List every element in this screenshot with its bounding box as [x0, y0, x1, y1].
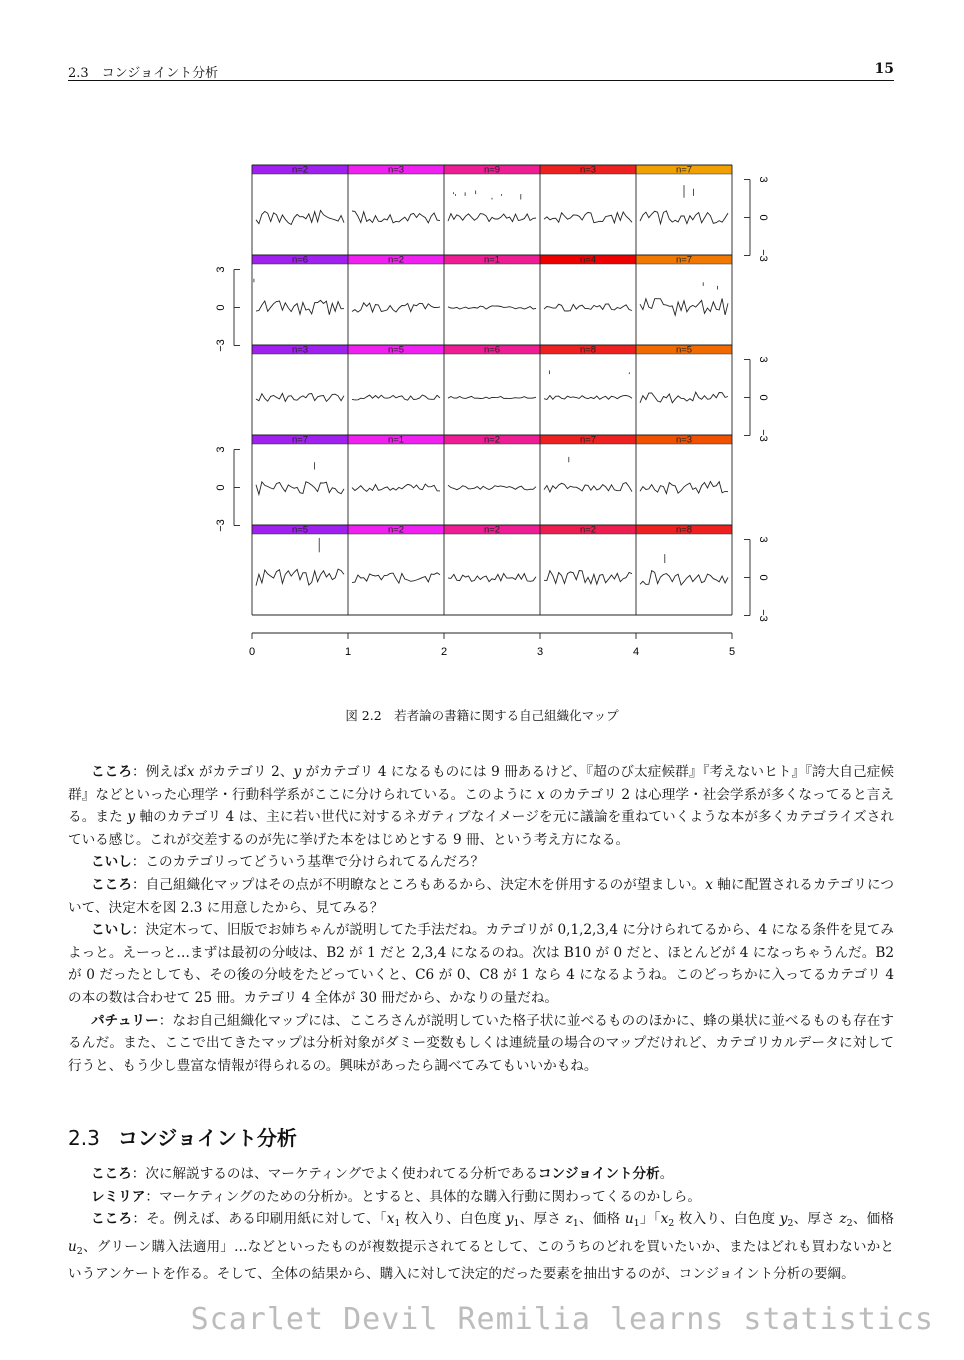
cell-count-label: n=2	[483, 434, 501, 446]
dialogue-text: ：次に解説するのは、マーケティングでよく使われてる分析である	[131, 1166, 538, 1182]
y-tick-label: −3	[215, 339, 227, 352]
cell-count-label: n=2	[387, 524, 405, 536]
dialogue-text: ：そ。例えば、ある印刷用紙に対して、「	[132, 1211, 387, 1228]
section-heading	[68, 1122, 297, 1151]
math-variable: y	[127, 809, 135, 826]
dialogue-text: 。	[659, 1166, 674, 1182]
dialogue-text: ：決定木って、旧版でお姉ちゃんが説明してた手法だね。カテゴリが 0,1,2,3,4 に分けられてるから、4 になる条件を見てみよっと。えーっと…まずは最初の分岐は、B2 が 1 だと 2,3,4 になるのね。次は B10 が 0 だと、ほとんどが 4 になっちゃうんだ。B2 が 0 だったとしても、その後の分岐をたどっていくと、C6 が 0、C8 が 1 なら 4 になるようね。このどっちかに入ってるカテゴリ 4 の本の数は合わせて 25 冊。カテゴリ 4 全体が 30 冊だから、かなりの量だね。	[68, 922, 895, 1006]
dialogue-paragraph	[68, 1186, 894, 1209]
cell-count-label: n=9	[483, 164, 501, 176]
cell-count-label: n=1	[483, 254, 501, 266]
dialogue-text: ：マーケティングのための分析か。とすると、具体的な購入行動に関わってくるのかしら。	[145, 1188, 701, 1205]
x-tick-label: 5	[728, 646, 736, 655]
y-tick-label: 0	[757, 214, 769, 221]
cell-count-label: n=8	[675, 524, 693, 536]
math-subscript: 1	[513, 1218, 520, 1230]
cell-count-label: n=5	[387, 344, 405, 356]
speaker-name: レミリア	[91, 1188, 146, 1205]
math-variable: u	[68, 1238, 77, 1255]
math-variable: x	[660, 1211, 669, 1228]
speaker-name: パチュリー	[91, 1012, 159, 1029]
section-number: 2.3	[68, 1126, 100, 1150]
cell-count-label: n=2	[579, 524, 597, 536]
cell-profile-line	[544, 396, 632, 400]
header-section: 2.3 コンジョイント分析	[68, 66, 219, 81]
dialogue-paragraph	[68, 919, 894, 1009]
y-tick-label: 0	[757, 574, 769, 581]
cell-profile-line	[256, 393, 344, 401]
cell-profile-line	[544, 212, 632, 223]
cell-count-label: n=7	[291, 434, 309, 446]
cell-profile-line	[640, 571, 728, 585]
dialogue-text: 、価格	[852, 1211, 895, 1228]
dialogue-paragraph	[68, 1208, 894, 1286]
dialogue-text: 」「	[639, 1211, 661, 1228]
dialogue-text: 、グリーン購入法適用」…などといったものが複数提示されてるとして、このうちのどれを買いたいか、またはどれも買わないかというアンケートを作る。そして、全体の結果から、購入に対して決定的だった要素を抽出するのが、コンジョイント分析の要綱。	[68, 1238, 894, 1283]
cell-profile-line	[256, 482, 344, 495]
y-tick-label: 3	[757, 176, 769, 183]
dialogue-text: 、厚さ	[519, 1211, 566, 1228]
math-subscript: 1	[572, 1218, 579, 1230]
dialogue-paragraph	[68, 1163, 894, 1186]
figure-caption: 図 2.2 若者論の書籍に関する自己組織化マップ	[345, 708, 619, 723]
y-tick-label: −3	[757, 609, 769, 622]
dialogue-text: 軸のカテゴリ 4 は、主に若い世代に対するネガティブなイメージを元に議論を重ねていくような本が多くカテゴライズされている感じ。これが交差するのが先に挙げた本をはじめとする 9 冊、という考え方になる。	[68, 809, 895, 848]
dialogue-text: のカテゴリ 2 は心理学・社会学系が多くなってると言える。また	[68, 786, 894, 826]
cell-profile-line	[352, 573, 440, 583]
math-variable: x	[186, 764, 195, 780]
dialogue-block-2	[68, 1163, 894, 1286]
cell-profile-line	[640, 482, 728, 494]
cell-count-label: n=7	[675, 254, 693, 266]
cell-profile-line	[352, 395, 440, 400]
math-variable: y	[779, 1211, 788, 1228]
x-tick-label: 3	[536, 646, 544, 655]
som-figure	[200, 155, 800, 655]
cell-count-label: n=1	[387, 434, 405, 446]
y-tick-label: 0	[757, 394, 769, 401]
dialogue-text: がカテゴリ 2、	[194, 764, 294, 780]
x-tick-label: 1	[344, 646, 352, 655]
dialogue-paragraph	[68, 1010, 894, 1078]
cell-profile-line	[352, 303, 440, 312]
cell-count-label: n=8	[579, 344, 597, 356]
cell-profile-line	[256, 210, 344, 224]
math-variable: x	[705, 876, 713, 893]
y-tick-label: 3	[215, 266, 227, 273]
dialogue-paragraph	[68, 851, 894, 874]
speaker-name: こころ	[91, 876, 132, 893]
cell-count-label: n=7	[579, 434, 597, 446]
math-variable: y	[505, 1211, 514, 1228]
page-number: 15	[874, 61, 894, 77]
cell-count-label: n=2	[291, 164, 309, 176]
cell-profile-line	[544, 571, 632, 585]
cell-count-label: n=2	[483, 524, 501, 536]
math-subscript: 2	[846, 1218, 853, 1230]
dialogue-text: 、価格	[578, 1211, 625, 1228]
speaker-name: こころ	[91, 764, 133, 780]
y-tick-label: −3	[757, 429, 769, 442]
dialogue-text: ：自己組織化マップはその点が不明瞭なところもあるから、決定木を併用するのが望ましい。	[131, 876, 706, 893]
cell-profile-line	[640, 299, 728, 316]
speaker-name: こいし	[91, 922, 132, 939]
cell-profile-line	[352, 484, 440, 491]
math-subscript: 1	[394, 1218, 401, 1230]
y-tick-label: 3	[215, 446, 227, 453]
cell-count-label: n=4	[579, 254, 597, 266]
cell-count-label: n=3	[675, 434, 693, 446]
cell-count-label: n=3	[387, 164, 405, 176]
cell-count-label: n=5	[675, 344, 693, 356]
y-tick-label: −3	[215, 519, 227, 532]
math-subscript: 2	[76, 1245, 83, 1257]
y-tick-label: 0	[215, 484, 227, 491]
watermark: Scarlet Devil Remilia learns statistics	[190, 1302, 934, 1337]
math-variable: z	[565, 1211, 573, 1228]
dialogue-text: 枚入り、白色度	[674, 1211, 780, 1228]
cell-profile-line	[544, 304, 632, 311]
cell-profile-line	[448, 214, 536, 222]
cell-profile-line	[352, 211, 440, 223]
cell-profile-line	[640, 392, 728, 403]
cell-count-label: n=3	[579, 164, 597, 176]
cell-profile-line	[448, 396, 536, 398]
x-tick-label: 0	[248, 646, 256, 655]
dialogue-text: 軸に配置されるカテゴリについて、決定木を図 2.3 に用意したから、見てみる？	[68, 876, 894, 916]
math-variable: y	[293, 764, 302, 780]
speaker-name: こいし	[91, 854, 132, 871]
speaker-name: こころ	[91, 1166, 132, 1182]
emphasis-text: コンジョイント分析	[537, 1166, 660, 1182]
cell-count-label: n=5	[291, 524, 309, 536]
cell-count-label: n=6	[483, 344, 501, 356]
dialogue-paragraph	[68, 874, 894, 919]
math-subscript: 2	[787, 1218, 794, 1230]
math-variable: x	[537, 786, 545, 803]
cell-profile-line	[448, 485, 536, 490]
math-variable: x	[386, 1211, 395, 1228]
y-tick-label: −3	[757, 249, 769, 262]
math-variable: u	[624, 1211, 634, 1228]
cell-count-label: n=2	[387, 254, 405, 266]
y-tick-label: 0	[215, 304, 227, 311]
cell-profile-line	[544, 483, 632, 492]
running-header	[68, 60, 894, 81]
cell-profile-line	[256, 569, 344, 586]
math-subscript: 1	[633, 1218, 640, 1230]
cell-count-label: n=6	[291, 254, 309, 266]
section-title: コンジョイント分析	[117, 1126, 297, 1150]
dialogue-text: ：このカテゴリってどういう基準で分けられてるんだろ？	[131, 854, 485, 871]
dialogue-text: ：なお自己組織化マップには、こころさんが説明していた格子状に並べるもののほかに、蜂の巣状に並べるものも存在するんだ。また、ここで出てきたマップは分析対象がダミー変数もしくは連続量の場合のマップだけれど、カテゴリカルデータに対して行うと、もう少し豊富な情報が得られるの。興味があったら調べてみてもいいかもね。	[68, 1012, 895, 1074]
cell-profile-line	[448, 306, 536, 309]
math-subscript: 2	[668, 1218, 675, 1230]
math-variable: z	[839, 1211, 847, 1228]
dialogue-text: 、厚さ	[793, 1211, 840, 1228]
speaker-name: こころ	[91, 1211, 133, 1228]
y-tick-label: 3	[757, 356, 769, 363]
cell-profile-line	[256, 300, 344, 314]
dialogue-text: がカテゴリ 4 になるものには 9 冊あるけど、『超のび太症候群』『考えないヒト』『誇大自己症候群』などといった心理学・行動科学系がここに分けられている。このように	[68, 764, 895, 803]
dialogue-text: ：例えば	[132, 764, 187, 780]
dialogue-text: 枚入り、白色度	[400, 1211, 506, 1228]
cell-profile-line	[448, 574, 536, 582]
cell-profile-line	[640, 211, 728, 224]
dialogue-block-1	[68, 761, 894, 1077]
cell-count-label: n=3	[291, 344, 309, 356]
x-tick-label: 2	[440, 646, 448, 655]
y-tick-label: 3	[757, 536, 769, 543]
x-tick-label: 4	[632, 646, 640, 655]
cell-count-label: n=7	[675, 164, 693, 176]
dialogue-paragraph	[68, 761, 894, 851]
